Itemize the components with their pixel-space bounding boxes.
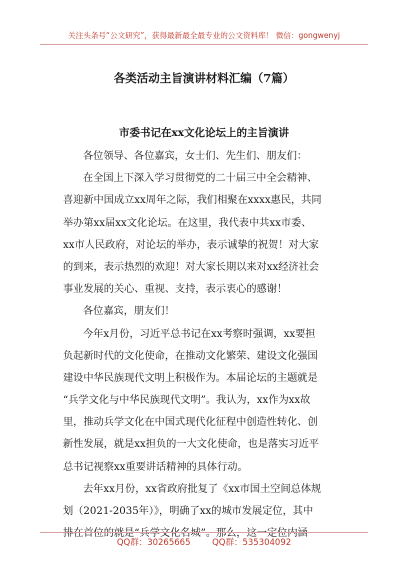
- footer-note: QQ群：30265665 QQ群：535304092: [116, 538, 292, 548]
- body-line: “兵学文化与中华民族现代文明”。我认为，xx作为xx故: [63, 395, 311, 407]
- body-line: 排在首位的就是“兵学文化名城”。那么，这一定位内涵: [63, 528, 308, 540]
- speech-title: 市委书记在xx文化论坛上的主旨演讲: [118, 127, 290, 139]
- body-line: 新性发展，就是xx担负的一大文化使命，也是落实习近平: [63, 439, 319, 451]
- body-line: 事业发展的关心、重视、支持，表示衷心的感谢！: [63, 284, 288, 296]
- body-line: 今年x月份，习近平总书记在xx考察时强调，xx要担: [83, 328, 316, 340]
- body-line: 总书记视察xx重要讲话精神的具体行动。: [63, 461, 248, 473]
- body-line: 去年xx月份，xx省政府批复了《xx市国土空间总体规: [83, 483, 322, 495]
- body-line: xx市人民政府，对论坛的举办，表示诚挚的祝贺！对大家: [63, 239, 319, 251]
- header-divider: [40, 44, 368, 45]
- body-line: 在全国上下深入学习贯彻党的二十届三中全会精神、: [83, 173, 318, 185]
- document-title: 各类活动主旨演讲材料汇编（7篇）: [113, 71, 295, 85]
- body-line: 建设中华民族现代文明上积极作为。本届论坛的主题就是: [63, 372, 318, 384]
- body-line: 举办第xx届xx文化论坛。在这里，我代表中共xx市委、: [63, 217, 312, 229]
- footer-divider: [40, 532, 368, 533]
- speech-body: [63, 146, 347, 545]
- body-line: 划（2021-2035年）》，明确了xx的城市发展定位，其中: [63, 506, 314, 517]
- header-note: 关注头条号“公文研究”，获得最新最全最专业的公文资料库！ 微信：gongwenyj: [68, 31, 340, 40]
- body-line: 喜迎新中国成立xx周年之际，我们相聚在xxxx惠民，共同: [63, 195, 322, 207]
- body-line: 负起新时代的文化使命，在推动文化繁荣、建设文化强国: [63, 350, 318, 362]
- body-line: 里，推动兵学文化在中国式现代化征程中创造性转化、创: [63, 417, 318, 429]
- body-line: 的到来，表示热烈的欢迎！对大家长期以来对xx经济社会: [63, 261, 319, 273]
- body-line: 各位嘉宾，朋友们！: [83, 306, 175, 318]
- body-line: 各位领导、各位嘉宾，女士们、先生们、朋友们：: [83, 151, 308, 162]
